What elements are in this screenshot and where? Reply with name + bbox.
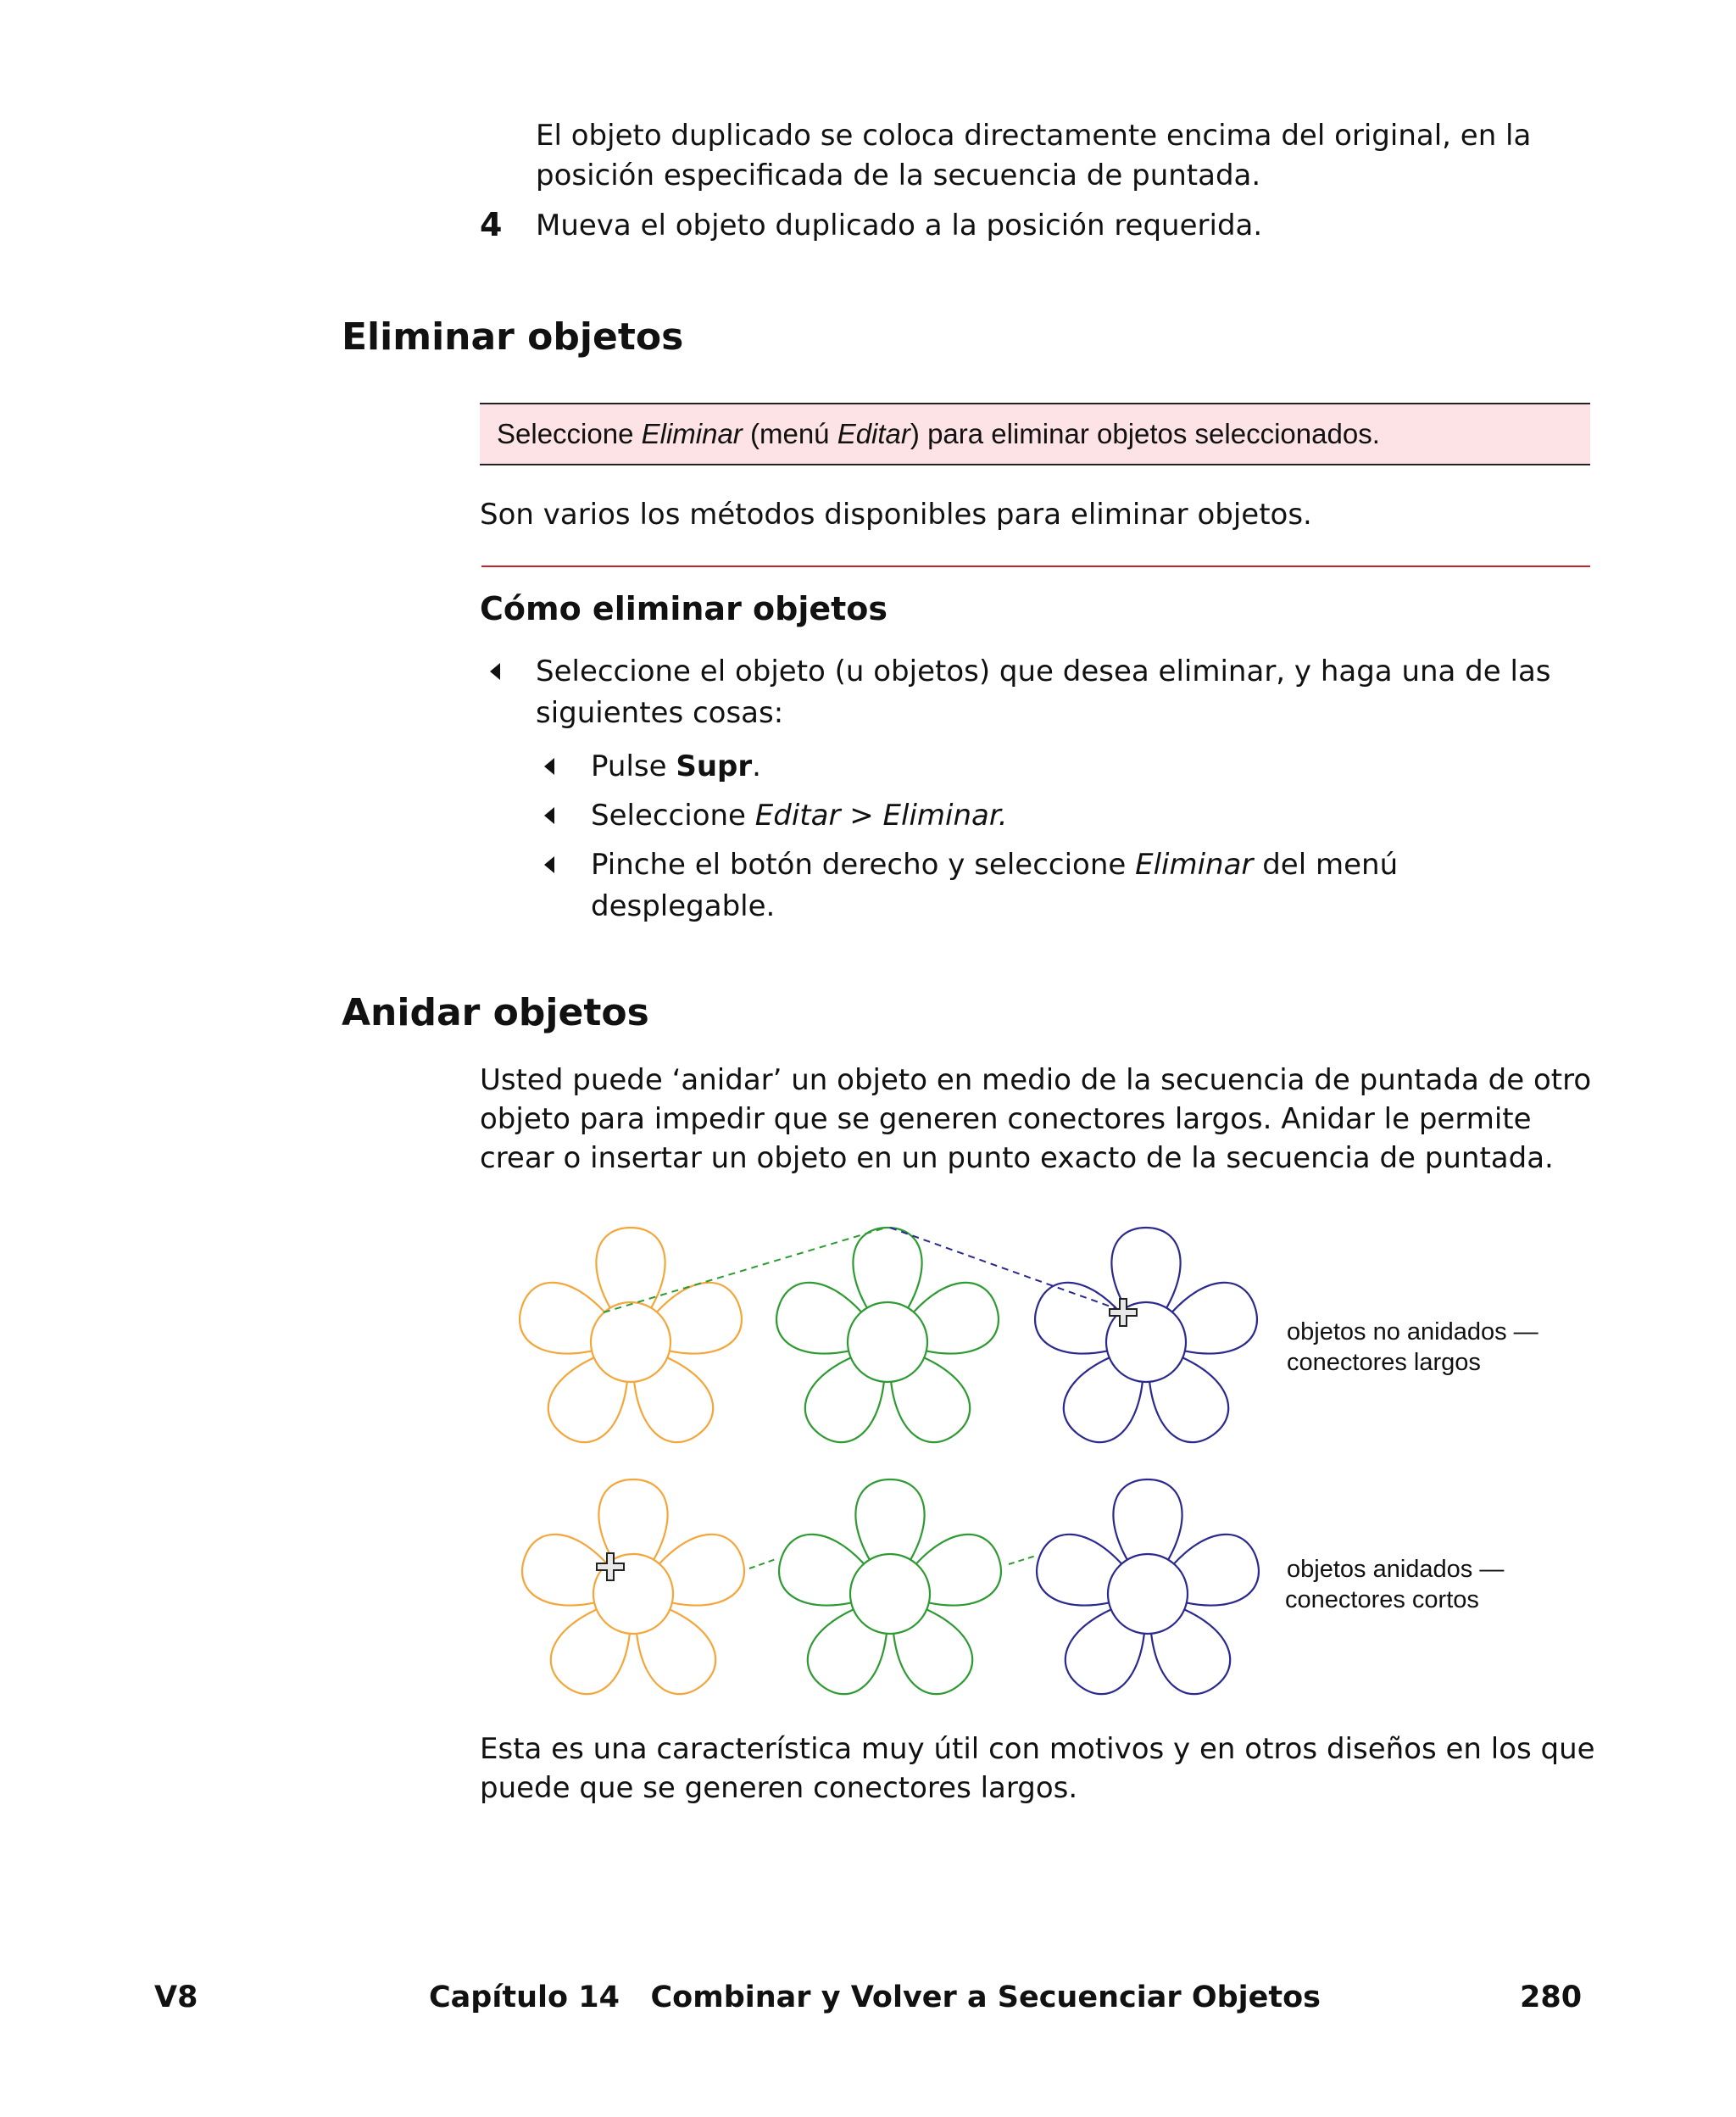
eliminar-paragraph: Son varios los métodos disponibles para eliminar objetos. — [480, 498, 1312, 532]
heading-anidar-objetos: Anidar objetos — [342, 991, 649, 1034]
flower-blue-bottom — [1028, 1479, 1267, 1707]
anidar-para-line-1: Usted puede ‘anidar’ un objeto en medio de la secuencia de puntada de otro — [480, 1063, 1592, 1097]
sub-bullet-text: Seleccione — [591, 799, 755, 833]
note-text: ) para eliminar objetos seleccionados. — [910, 418, 1380, 449]
closing-line-2: puede que se generen conectores largos. — [480, 1771, 1078, 1805]
menu-path: Editar > Eliminar. — [754, 799, 1008, 833]
step-text: Mueva el objeto duplicado a la posición requerida. — [536, 209, 1263, 242]
sub-bullet-text: Pinche el botón derecho y seleccione — [591, 848, 1136, 882]
sub-bullet-text: del menú — [1253, 848, 1399, 882]
cursor-icon — [1110, 1299, 1137, 1326]
heading-eliminar-objetos: Eliminar objetos — [342, 315, 684, 359]
flower-orange-bottom — [514, 1479, 753, 1707]
command-name: Eliminar — [1135, 848, 1254, 882]
note-text: Seleccione — [497, 418, 642, 449]
figure-label-bottom-1: objetos anidados — — [1287, 1556, 1505, 1583]
intro-line-2: posición especificada de la secuencia de puntada. — [536, 159, 1261, 192]
short-connector-blue — [1009, 1556, 1036, 1564]
note-text: (menú — [742, 418, 837, 449]
long-connector-blue — [890, 1228, 1122, 1311]
step-number: 4 — [480, 206, 503, 243]
long-connector-green — [604, 1228, 886, 1312]
flower-blue-top — [1027, 1228, 1266, 1455]
sub-bullet-text: Pulse — [591, 749, 676, 783]
footer-chapter: Capítulo 14 Combinar y Volver a Secuenciar Objetos — [429, 1981, 1321, 2014]
flower-orange-top — [511, 1228, 750, 1455]
anidar-para-line-2: objeto para impedir que se generen conectores largos. Anidar le permite — [480, 1102, 1532, 1136]
footer-page-number: 280 — [1520, 1981, 1583, 2014]
flower-green-bottom — [771, 1479, 1010, 1707]
footer-version: V8 — [154, 1981, 198, 2014]
note-command: Eliminar — [641, 418, 743, 449]
figure-label-bottom-2: conectores cortos — [1285, 1586, 1479, 1613]
figure-label-top-1: objetos no anidados — — [1287, 1318, 1538, 1345]
bullet-1-line-1: Seleccione el objeto (u objetos) que desea eliminar, y haga una de las — [536, 655, 1551, 688]
short-connector-green — [749, 1558, 778, 1568]
bullet-1-line-2: siguientes cosas: — [536, 696, 784, 730]
closing-line-1: Esta es una característica muy útil con motivos y en otros diseños en los que — [480, 1732, 1595, 1766]
subheading-como-eliminar: Cómo eliminar objetos — [480, 590, 888, 627]
note-menu: Editar — [837, 418, 910, 449]
figure-label-top-2: conectores largos — [1287, 1349, 1481, 1376]
sub-bullet-3-line-2: desplegable. — [591, 889, 776, 923]
sub-bullet-text: . — [752, 749, 761, 783]
intro-line-1: El objeto duplicado se coloca directamente encima del original, en la — [536, 119, 1532, 153]
key-name: Supr — [676, 749, 753, 783]
flower-green-top — [768, 1228, 1007, 1455]
anidar-para-line-3: crear o insertar un objeto en un punto exacto de la secuencia de puntada. — [480, 1141, 1554, 1175]
